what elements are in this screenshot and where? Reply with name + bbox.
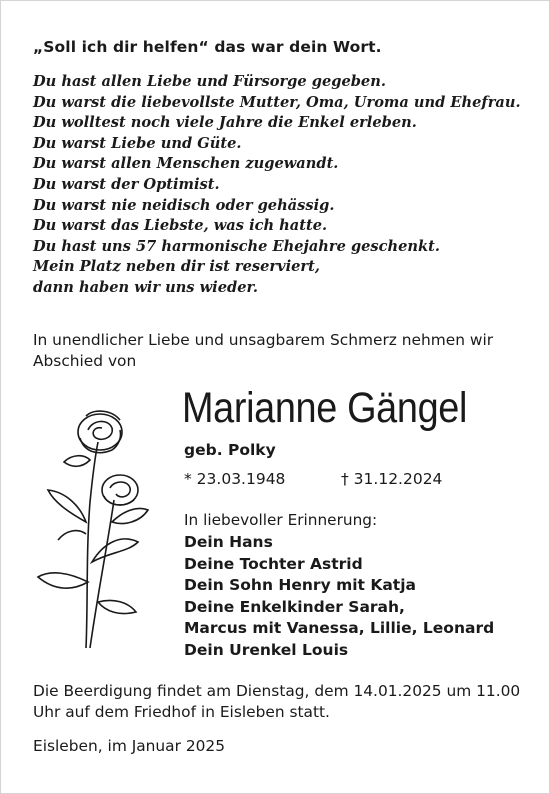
poem-line: Du warst Liebe und Güte.	[33, 134, 242, 152]
poem-line: Du warst allen Menschen zugewandt.	[33, 155, 339, 173]
poem-line: Du warst die liebevollste Mutter, Oma, Uroma und Ehefrau.	[33, 93, 521, 111]
death-date: † 31.12.2024	[341, 470, 443, 488]
poem-line: Du warst das Liebste, was ich hatte.	[33, 217, 328, 235]
funeral-info: Die Beerdigung findet am Dienstag, dem 14.01.2025 um 11.00 Uhr auf dem Friedhof in Eisleben statt.	[33, 682, 521, 721]
intro-text: In unendlicher Liebe und unsagbarem Schmerz nehmen wir Abschied von	[33, 331, 494, 370]
poem-line: Du warst nie neidisch oder gehässig.	[33, 196, 335, 214]
poem-line: Du warst der Optimist.	[33, 175, 220, 193]
mourner: Dein Hans	[184, 533, 273, 551]
mourner: Dein Sohn Henry mit Katja	[184, 576, 416, 594]
mourner: Deine Enkelkinder Sarah,	[184, 597, 405, 616]
remembrance-label: In liebevoller Erinnerung:	[184, 511, 378, 529]
mourners-list	[184, 532, 494, 661]
birth-date: * 23.03.1948	[184, 470, 286, 488]
rose-icon	[28, 402, 156, 652]
deceased-name: Marianne Gängel	[182, 384, 468, 432]
poem	[33, 72, 521, 299]
poem-line: Du wolltest noch viele Jahre die Enkel erleben.	[33, 114, 417, 132]
mourner: Marcus mit Vanessa, Lillie, Leonard	[184, 619, 495, 637]
poem-line: dann haben wir uns wieder.	[33, 278, 258, 296]
poem-line: Du hast allen Liebe und Fürsorge gegeben.	[33, 73, 386, 90]
mourner: Dein Urenkel Louis	[184, 640, 349, 659]
poem-line: Mein Platz neben dir ist reserviert,	[33, 258, 320, 276]
place-date: Eisleben, im Januar 2025	[33, 737, 225, 755]
motto: „Soll ich dir helfen“ das war dein Wort.	[33, 38, 382, 56]
poem-line: Du hast uns 57 harmonische Ehejahre geschenkt.	[33, 237, 440, 255]
birth-name: geb. Polky	[184, 441, 276, 459]
mourner: Deine Tochter Astrid	[184, 554, 363, 573]
